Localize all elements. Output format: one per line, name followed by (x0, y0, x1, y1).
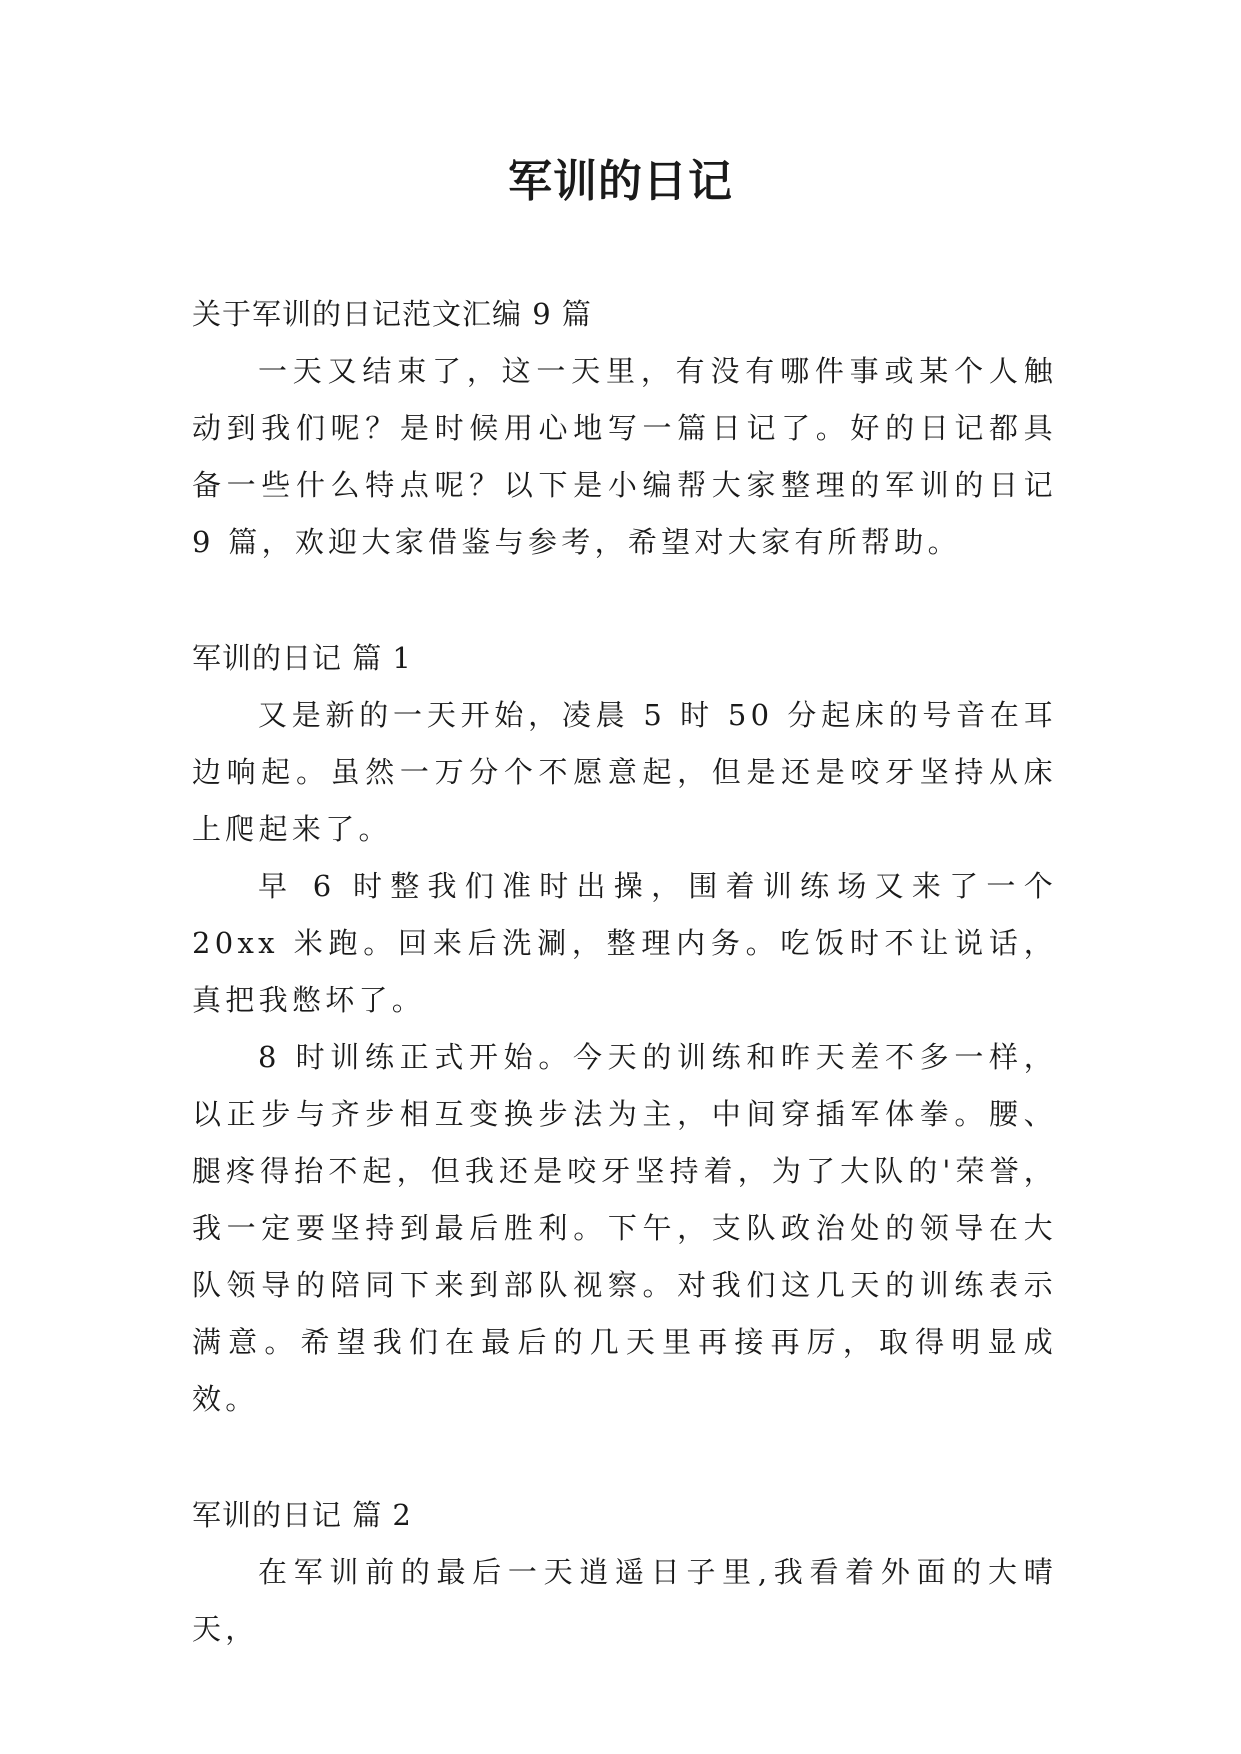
section-heading-2: 军训的日记 篇 2 (192, 1498, 412, 1532)
section-1-paragraph-1: 又是新的一天开始，凌晨 5 时 50 分起床的号音在耳边响起。虽然一万分个不愿意起，但是还是咬牙坚持从床上爬起来了。 (192, 698, 1057, 846)
page-title: 军训的日记 (508, 156, 733, 207)
intro-heading: 关于军训的日记范文汇编 9 篇 (192, 297, 592, 331)
section-1-paragraph-2: 早 6 时整我们准时出操，围着训练场又来了一个 20xx 米跑。回来后洗涮，整理内务。吃饭时不让说话，真把我憋坏了。 (192, 869, 1057, 1017)
intro-paragraph: 一天又结束了，这一天里，有没有哪件事或某个人触动到我们呢？是时候用心地写一篇日记了。好的日记都具备一些什么特点呢？以下是小编帮大家整理的军训的日记 9 篇，欢迎大家借鉴与参考，希望对大家有所帮助。 (192, 354, 1057, 559)
section-2-paragraph-1: 在军训前的最后一天逍遥日子里,我看着外面的大晴天， (192, 1555, 1057, 1646)
section-heading-1: 军训的日记 篇 1 (192, 641, 412, 675)
section-1-paragraph-3: 8 时训练正式开始。今天的训练和昨天差不多一样，以正步与齐步相互变换步法为主，中间穿插军体拳。腰、腿疼得抬不起，但我还是咬牙坚持着，为了大队的'荣誉，我一定要坚持到最后胜利。下午，支队政治处的领导在大队领导的陪同下来到部队视察。对我们这几天的训练表示满意。希望我们在最后的几天里再接再厉，取得明显成效。 (192, 1040, 1057, 1416)
document-body (192, 286, 1057, 1658)
